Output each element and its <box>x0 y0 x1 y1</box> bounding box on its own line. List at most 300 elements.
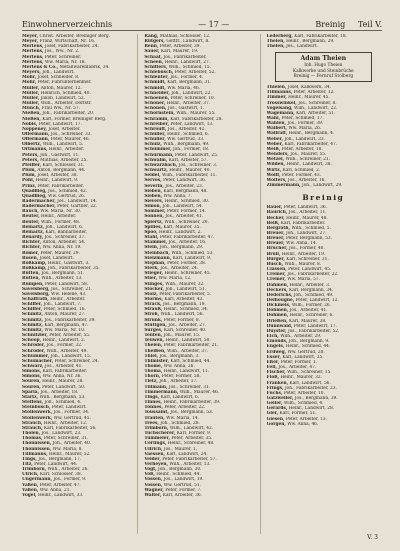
entry-details: Karl, Schlosser, 38. <box>39 472 83 478</box>
entry-name: Schumacher, <box>22 358 54 364</box>
entry-details: Karl, Fabrikarbeiter, 47. <box>284 141 338 147</box>
entry-details: Mathias, Schlosser, 12. <box>159 34 211 39</box>
entry-name: Classen, <box>266 267 287 273</box>
entry-details: Peter, Landwirt, 36. <box>163 178 207 184</box>
entry-details: Peter, Fabrikarbeiter, 47. <box>159 235 215 241</box>
entry-details: Heinr., Fabrikarbeiter, 39. <box>163 400 221 406</box>
entry-details: Peter, Landwirt, 50. <box>42 384 86 390</box>
entry-details: Heinr., Schreiner, 45. <box>164 271 212 277</box>
entry-name: Gerards, <box>266 406 288 412</box>
entry-details: Anton, Maurer, 27. <box>44 312 86 318</box>
entry-name: Erdweg, <box>266 349 287 355</box>
entry-details: Jos., Fabrikarbeiter, 39. <box>44 317 96 323</box>
entry-name: Stelzmann, <box>144 255 172 261</box>
entry-name: Tholen, <box>22 431 41 437</box>
entry-name: Dohmen, <box>266 308 289 314</box>
entry-name: Meyers, <box>22 70 41 76</box>
entry-name: Wenders, <box>266 152 289 158</box>
entry-details: Jos., Schreiner, 21. <box>51 286 93 292</box>
entry-details: Jos., Landwirt. <box>286 44 318 50</box>
entry-name: Timmer, <box>266 95 287 101</box>
entry-details: Heinr., Landwirt, 38. <box>286 162 332 168</box>
entry-details: Heinr., Arbeiter. <box>50 296 86 302</box>
entry-name: Rosen, <box>22 255 39 261</box>
entry-name: Severin, <box>144 183 164 189</box>
entry-details: Peter, Schreiner, 31. <box>43 436 89 442</box>
column-3-bottom-entries <box>267 205 380 427</box>
entry-name: Cremer, <box>266 272 286 278</box>
entry-details: Ww. Anna, Nr. 19. <box>42 245 82 251</box>
entry-name: Steinbach, <box>144 250 170 256</box>
entry-name: Peters, <box>22 152 39 158</box>
entry-details: Peter, Schreiner, 24. <box>54 358 99 364</box>
entry-name: Gatzweiler, <box>266 395 294 401</box>
entry-details: Heinr., Schreiner, 48. <box>167 441 215 447</box>
entry-name: Radermacher, <box>22 204 56 210</box>
entry-details: Ww. Maria, Nr. 18. <box>44 59 86 65</box>
entry-details: Jos., Bergmann, 19. <box>162 302 206 308</box>
entry-name: Müller, <box>22 90 40 96</box>
entry-details: Peter, Schreiner, 10. <box>170 95 215 101</box>
entry-name: Duyster, <box>266 328 287 334</box>
entry-name: Busch, <box>266 261 284 267</box>
entry-name: Breuer, <box>266 236 285 242</box>
entry-name: Müller, <box>22 85 40 91</box>
entry-name: Schnitzler, <box>22 333 48 339</box>
entry-name: Stein, <box>144 245 159 251</box>
entry-name: Weber, <box>266 141 284 147</box>
entry-details: Heinr., Landwirt, 9. <box>35 178 79 184</box>
entry-details: Heinr., Maurer, 28. <box>42 379 84 385</box>
entry-name: Giesen, <box>266 416 285 422</box>
entry-name: Müller, <box>22 101 40 107</box>
header-part: Teil V. <box>357 19 382 29</box>
entry-details: Ww. Gertrud, 45. <box>53 415 91 421</box>
entry-name: Tietz, <box>144 379 158 385</box>
entry-name: Fuchs, <box>266 390 283 396</box>
entry-name: Stahl, <box>144 235 159 241</box>
entry-name: Sauer, <box>144 49 160 55</box>
column-2 <box>144 34 260 534</box>
entry-details: Ww. Helene, 43. <box>51 291 87 297</box>
entry-details: Jos., Former, 40. <box>288 246 325 252</box>
entry-details: Heinr., Maurer, 40. <box>169 168 211 174</box>
entry-name: Vogt, <box>144 467 157 473</box>
entry-name: Spoo, <box>144 229 158 235</box>
entry-name: Strack, <box>144 302 162 308</box>
entry-name: Sonnen, <box>144 214 164 220</box>
entry-name: Tillmanns, <box>22 451 48 457</box>
ad-line: Breinig — Fernruf Stolberg <box>293 73 354 79</box>
entry-name: Cremer, <box>266 277 286 283</box>
entry-name: Steffens, <box>22 400 44 406</box>
entry-details: Joh., Maurer, 15. <box>163 333 201 339</box>
entry-details: Heinr., Landwirt, 2. <box>159 229 202 235</box>
entry-name: Römer, <box>22 250 40 256</box>
entry-details: Heinr., Arbeiter, 3. <box>289 282 331 288</box>
entry-name: Vossen, <box>144 482 163 488</box>
entry-details: Wilh., Schmied, 5. <box>291 225 331 231</box>
entry-details: Wilh., Maurer, 8. <box>284 261 322 267</box>
entry-name: Mohr, <box>22 75 37 81</box>
entry-details: Karl, Bergmann, 48. <box>163 188 208 194</box>
entry-name: Schmitz, <box>22 317 43 323</box>
entry-details: Heinr., Schmied, 6. <box>167 131 209 137</box>
entry-details: Jos., Schreiner, 37. <box>44 235 86 241</box>
entry-details: Peter, Schmied, 17. <box>281 116 324 122</box>
entry-details: Jos., Former, 32. <box>46 343 83 349</box>
entry-name: Schüller, <box>144 137 166 143</box>
column-1 <box>22 34 138 534</box>
entry-details: Joh., Landwirt, 22. <box>171 90 212 96</box>
entry-name: Simons, <box>22 374 42 380</box>
entry-name: Schulz, <box>144 142 162 148</box>
entry-name: Schiffers, <box>144 64 168 70</box>
entry-name: Thelen, <box>144 343 163 349</box>
entry-details: Joh., Former, 18. <box>172 147 210 153</box>
entry-name: Schümmer, <box>144 147 172 153</box>
entry-name: Görgen, <box>266 421 286 427</box>
entry-details: Jos., Arbeiter, 18. <box>40 389 79 395</box>
entry-name: Schlebusch, <box>144 70 174 76</box>
entry-details: Jos., Arbeiter, 16. <box>287 177 326 183</box>
entry-name: Thielen, <box>266 85 287 91</box>
entry-details: Heinr., Schmied, 44. <box>285 344 331 350</box>
entry-name: Tings, <box>144 394 160 400</box>
entry-details: Jos., Arbeiter, 24. <box>160 266 199 272</box>
entry-details: Heinr., Landwirt, 50. <box>165 338 211 344</box>
entry-name: Trimborn, <box>22 467 47 473</box>
entry-details: Karl, Fabrikarbeiter, 28. <box>170 116 223 122</box>
entry-details: Peter, Fabrikarbeiter, 5. <box>159 291 212 297</box>
entry-name: Dohmen, <box>266 313 289 319</box>
entry-name: Thimister, <box>144 358 170 364</box>
entry-name: Storms, <box>144 296 164 302</box>
entry-details: Jos., Arbeiter, 41. <box>44 364 83 369</box>
entry-details: Heinr., Arbeiter, 19. <box>281 251 326 257</box>
entry-name: Thelen, <box>266 39 285 45</box>
entry-details: Karl, Fabrikarbeiter, 56. <box>43 425 97 431</box>
entry-name: Ungermann, <box>22 477 52 483</box>
entry-details: Jos., Arbeiter, 41. <box>289 308 328 314</box>
entry-details: Peter, Landwirt, 44. <box>34 461 78 467</box>
entry-details: Jos., Former, 39. <box>287 121 324 127</box>
entry-name: Schöner, <box>144 101 166 107</box>
entry-details: Peter, Fabrikarbeiter, 21. <box>163 343 219 349</box>
entry-details: Wilh., Arbeiter, Dorfstr. <box>40 101 92 107</box>
entry-name: Floß, <box>266 375 279 381</box>
entry-details: Joh., Landwirt, 29. <box>301 183 343 189</box>
entry-details: Karl, Landwirt, 24. <box>166 451 208 457</box>
entry-details: Heinr., Schmied, 44. <box>156 472 201 478</box>
entry-details: Joh., Landwirt, 54. <box>162 204 203 210</box>
entry-details: Jos., Schreiner, 33. <box>50 131 92 137</box>
entry-name: Wolters, <box>266 177 287 183</box>
entry-name: Wetzel, <box>266 157 285 163</box>
entry-details: Peter, Landwirt, 17. <box>293 323 337 329</box>
entry-details: Karl, Landwirt, 6. <box>160 394 200 400</box>
entry-name: Strauch, <box>22 425 43 431</box>
entry-name: Sieben, <box>144 193 163 199</box>
entry-details: Peter, Landwirt, 58. <box>44 281 89 287</box>
entry-name: Schröder, <box>22 348 46 354</box>
entry-name: Rütten, <box>22 276 41 282</box>
entry-details: Ww. Anna, Nr. 36. <box>42 374 82 380</box>
entry-name: Fischer, <box>266 370 286 376</box>
entry-name: Spilles, <box>144 224 162 230</box>
entry-name: Wirtz, <box>266 167 282 173</box>
directory-entry <box>267 44 380 49</box>
entry-details: Peter, Fabrikarbeiter. <box>37 183 84 189</box>
entry-details: Ww. Anna, 46. <box>287 421 319 427</box>
entry-details: Peter, Landwirt. <box>51 405 87 411</box>
entry-details: Jos., Schmied, 42. <box>48 188 88 194</box>
entry-name: Schönen, <box>144 106 167 112</box>
entry-details: Joh., Landwirt, 33. <box>284 136 325 142</box>
entry-details: Peter, Former, 7. <box>165 487 202 493</box>
entry-details: Heinr., Landwirt, 2. <box>42 338 86 344</box>
page-number: — 17 — <box>198 19 230 29</box>
entry-details: Karl, Former, 9. <box>176 431 212 437</box>
entry-details: Karl, Bergmann, 34. <box>289 287 334 293</box>
entry-details: Ww. Anna, 14. <box>285 241 318 247</box>
entry-details: Joh., Landwirt, 7. <box>43 302 82 308</box>
entry-name: Schmidt, <box>144 85 166 91</box>
ad-title: Adam Theien <box>300 55 347 63</box>
entry-name: Sterk, <box>144 266 159 272</box>
entry-name: Tuchscherer, <box>144 431 176 437</box>
entry-details: Metallwarenfabrik, 34. <box>59 64 110 70</box>
entry-details: Frau Ww., Nr. 57. <box>41 106 80 112</box>
entry-details: Heinrich, Schmied, 40. <box>40 90 91 96</box>
directory-entry <box>267 422 380 427</box>
entry-details: Jakob, Landwirt, 52. <box>40 95 85 101</box>
entry-name: Stieger, <box>144 271 163 277</box>
entry-details: Ww. Maria, 8. <box>52 446 83 452</box>
entry-details: Peter, Landwirt, 17. <box>38 121 82 127</box>
entry-name: Vaßen, <box>22 482 39 488</box>
directory-entry <box>22 493 135 498</box>
entry-name: Stammel, <box>144 240 168 246</box>
entry-details: Joh., Bergmann, 9. <box>288 339 330 345</box>
entry-details: Wilh., Arbeiter, 13. <box>169 461 211 467</box>
entry-name: Simon, <box>144 204 162 210</box>
entry-details: Ww. Maria, 14. <box>166 415 199 421</box>
entry-name: Tillmanns, <box>266 90 293 96</box>
entry-details: Karl, Schmied, 2. <box>282 167 321 173</box>
entry-details: Wilh., Schreiner, 15. <box>287 370 332 376</box>
entry-name: Savelsberg, <box>22 291 50 297</box>
entry-details: Karl, Arbeiter, 57. <box>168 157 208 163</box>
entry-details: Heinr., Schreiner, 6. <box>289 313 334 319</box>
entry-details: Wilh., Fabrikarbeiter, 11. <box>162 173 217 179</box>
entry-name: Mertens, <box>22 59 44 65</box>
entry-name: Richter, <box>22 245 42 251</box>
entry-details: Josef, Arbeiter, 38. <box>37 173 78 179</box>
entry-details: Karl, Maurer, 35. <box>163 224 201 230</box>
entry-name: Vogel, <box>22 492 37 498</box>
entry-name: Schaaf, <box>144 54 162 60</box>
entry-name: Surges, <box>144 327 163 333</box>
entry-details: Joh., Landwirt, 15. <box>50 353 92 359</box>
entry-name: Thome, <box>144 364 163 369</box>
entry-name: Meyer, <box>22 34 39 39</box>
entry-details: Peter, Landwirt, 12. <box>295 298 339 304</box>
entry-details: Wilh., Former, 26. <box>291 303 331 309</box>
entry-details: Jos., Ww., Nr. 2. <box>44 49 80 55</box>
entry-details: Karl, Bergmann, 31. <box>167 80 212 86</box>
entry-name: Quadflieg, <box>22 188 47 194</box>
entry-details: Wilh., Arbeiter, 26. <box>47 467 89 473</box>
entry-name: Gier, <box>266 411 279 417</box>
entry-details: Jos., Arbeiter, 42. <box>167 126 206 132</box>
entry-details: Karl, Arbeiter, 43. <box>164 296 204 302</box>
entry-name: Renn, <box>144 44 159 50</box>
entry-name: Ullrich, <box>144 446 163 452</box>
entry-name: Velder, <box>144 456 161 462</box>
entry-details: Joh., Fabrikarbeiter, 23. <box>284 385 337 391</box>
entry-details: Joh., Schmied, 28. <box>160 420 200 426</box>
entry-name: Verheyen, <box>144 461 168 467</box>
entry-name: Vaßen, <box>22 487 39 493</box>
entry-details: Heinr., Arbeiter, 12. <box>43 420 88 426</box>
entry-name: Bauer, <box>266 205 283 211</box>
entry-name: Simons, <box>22 369 42 375</box>
entry-details: Wilh., Landwirt, 5. <box>42 142 84 148</box>
entry-details: Joh., Arbeiter, 40. <box>52 441 92 447</box>
entry-name: Schornstein, <box>144 111 175 117</box>
entry-name: Schiffer, <box>22 302 43 308</box>
entry-name: Renardy, <box>22 235 44 241</box>
entry-name: Thorn, <box>144 374 161 380</box>
entry-details: Jos., Bergmann, 39. <box>294 395 338 401</box>
entry-name: Offermann, <box>22 131 50 137</box>
entry-details: Wilh., Bergmann, 53. <box>39 394 86 400</box>
entry-name: Souren, <box>22 384 41 390</box>
section-title: Breinig <box>302 193 345 203</box>
entry-details: Wilh., Arbeiter, 37. <box>167 348 209 354</box>
entry-details: Karl, Former, 51. <box>279 411 317 417</box>
entry-details: Joh., Fabrikarbeiter, 20. <box>42 111 95 117</box>
column-3-top-entries <box>267 34 380 49</box>
entry-details: Wilh., Schreiner, 21. <box>285 157 331 163</box>
entry-details: Peter, Gärtner, 22. <box>57 204 98 210</box>
entry-details: Heinr., Landwirt, 33. <box>38 492 84 498</box>
entry-name: Franken, <box>266 380 289 386</box>
entry-name: Dickmeis, <box>266 303 291 309</box>
entry-details: Joh., Schmied, 4. <box>44 400 82 406</box>
entry-details: Josef, Arbeiter. <box>48 126 81 132</box>
entry-details: Ww. Maria, Nr. 30. <box>40 209 82 215</box>
entry-name: Schmitz, <box>22 312 43 318</box>
entry-name: Sievers, <box>144 199 164 204</box>
entry-details: Peter, Arbeiter, 35. <box>171 436 213 442</box>
entry-name: Breuer, <box>266 230 285 236</box>
entry-details: Jos., Former, 9. <box>53 477 87 483</box>
entry-name: Plum, <box>22 168 37 174</box>
entry-details: Wilh., Arbeiter, 49. <box>46 348 88 354</box>
advertisement-box <box>275 52 372 82</box>
entry-details: Peter, Arbeiter, 55. <box>49 333 91 339</box>
entry-details: Heinr., Arbeiter. <box>48 147 85 153</box>
entry-details: Peter, Arbeiter, 12. <box>293 90 335 96</box>
entry-name: Wagner, <box>144 487 164 493</box>
entry-details: Jos., Arbeiter, 27. <box>168 322 207 328</box>
entry-details: Jos., Former, 34. <box>53 410 90 416</box>
entry-name: Becker, <box>266 215 285 221</box>
entry-details: Jos., Landwirt, 19. <box>163 477 204 483</box>
entry-details: Josef, Fabrikarbeiter, 24. <box>44 44 99 50</box>
entry-details: Jos., Landwirt, 14. <box>57 199 98 204</box>
entry-details: Wilh., Maurer, 46. <box>179 389 220 395</box>
entry-name: Zimmermann, <box>266 183 301 189</box>
entry-name: Thiel, <box>144 353 159 359</box>
entry-details: Heinr., Bergmann, 29. <box>286 39 335 45</box>
entry-name: Schoenen, <box>144 95 170 101</box>
entry-name: Radermacher, <box>22 199 56 204</box>
entry-details: Peter, Arbeiter, 47. <box>39 482 81 488</box>
entry-name: Walter, <box>144 492 162 498</box>
entry-details: Jos., Bergmann, 51. <box>41 271 85 277</box>
entry-details: Karl, Fabrikarbeiter, 18. <box>294 34 347 39</box>
entry-details: Karl, Schreiner, 31. <box>286 256 329 262</box>
entry-details: Ww. Maria, 46. <box>167 85 201 91</box>
entry-details: Peter, Bergmann, 53. <box>285 236 333 242</box>
entry-details: Heinr., Maurer, 48. <box>286 215 328 221</box>
entry-name: Eich, <box>266 334 279 340</box>
entry-details: Wilh., Schmied, 15. <box>168 64 212 70</box>
entry-name: Savelsberg, <box>22 286 50 292</box>
entry-name: Toussaint, <box>144 410 169 416</box>
entry-name: Trauten, <box>144 415 165 421</box>
entry-name: Schmitz, <box>22 322 43 328</box>
entry-details: Josef, Kalkwerk, 34. <box>287 85 332 91</box>
entry-details: Karl, Arbeiter, 51. <box>296 110 336 116</box>
entry-details: Ww. Maria, 26. <box>288 126 322 132</box>
entry-name: Sieben, <box>144 188 163 194</box>
entry-details: Heinr., Bergmann, 4. <box>288 131 335 137</box>
entry-name: Reuter, <box>22 214 40 220</box>
entry-name: Schreiber, <box>144 121 169 127</box>
entry-name: Tümmeler, <box>144 436 170 442</box>
directory-entry <box>267 183 380 188</box>
entry-name: Frings, <box>266 385 284 391</box>
entry-details: Peter, Arbeiter, 10. <box>283 390 325 396</box>
entry-name: Stollenwerk, <box>22 410 53 416</box>
entry-name: Seidel, <box>144 173 161 179</box>
entry-name: Theißen, <box>144 348 166 354</box>
entry-name: Prinz, <box>22 183 37 189</box>
entry-details: Jos., Arbeiter, 41. <box>165 214 204 220</box>
entry-name: Rumpen, <box>22 281 44 287</box>
entry-details: Joh., Bergmann, 29. <box>159 245 204 251</box>
ad-line: Inh. Hugo Theien <box>304 63 343 69</box>
entry-name: Schramm, <box>144 116 169 122</box>
entry-details: Peter, Former, 43. <box>282 172 322 178</box>
entry-name: Ulrich, <box>22 472 39 478</box>
directory-entry <box>144 493 257 498</box>
entry-name: Souren, <box>22 379 41 385</box>
entry-name: Geller, <box>266 401 283 407</box>
entry-details: Anton, Bergmann, 44. <box>37 168 86 174</box>
entry-name: Brücher, <box>266 246 288 252</box>
entry-name: Roßkamp, <box>22 266 47 272</box>
entry-name: Dahmen, <box>266 282 289 288</box>
entry-name: Schwarz, <box>22 364 44 369</box>
entry-details: Karl, Bergmann, 47. <box>44 322 89 328</box>
entry-name: Schürmann, <box>144 152 174 158</box>
entry-name: Sparla, <box>22 389 40 395</box>
